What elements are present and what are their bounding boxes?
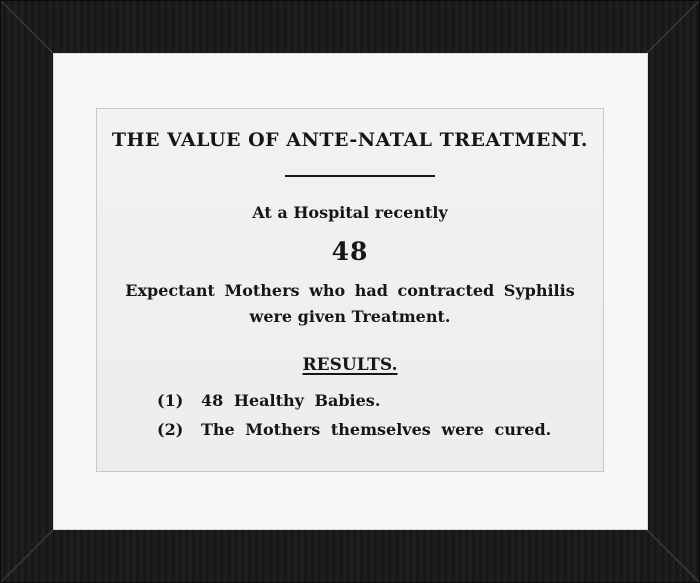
result-number: (1) [157,391,184,410]
patient-count: 48 [331,237,369,266]
result-text: The Mothers themselves were cured. [201,420,552,439]
poster-title: THE VALUE OF ANTE-NATAL TREATMENT. [111,129,589,151]
result-item [157,391,380,410]
result-text: 48 Healthy Babies. [201,391,381,410]
poster-print [96,108,604,472]
mothers-line: Expectant Mothers who had contracted Syphilis [125,281,575,300]
result-number: (2) [157,420,184,439]
hospital-line: At a Hospital recently [252,203,448,222]
results-heading: RESULTS. [302,355,398,375]
result-item [157,420,551,439]
treatment-line: were given Treatment. [249,307,451,326]
title-rule [285,175,435,177]
